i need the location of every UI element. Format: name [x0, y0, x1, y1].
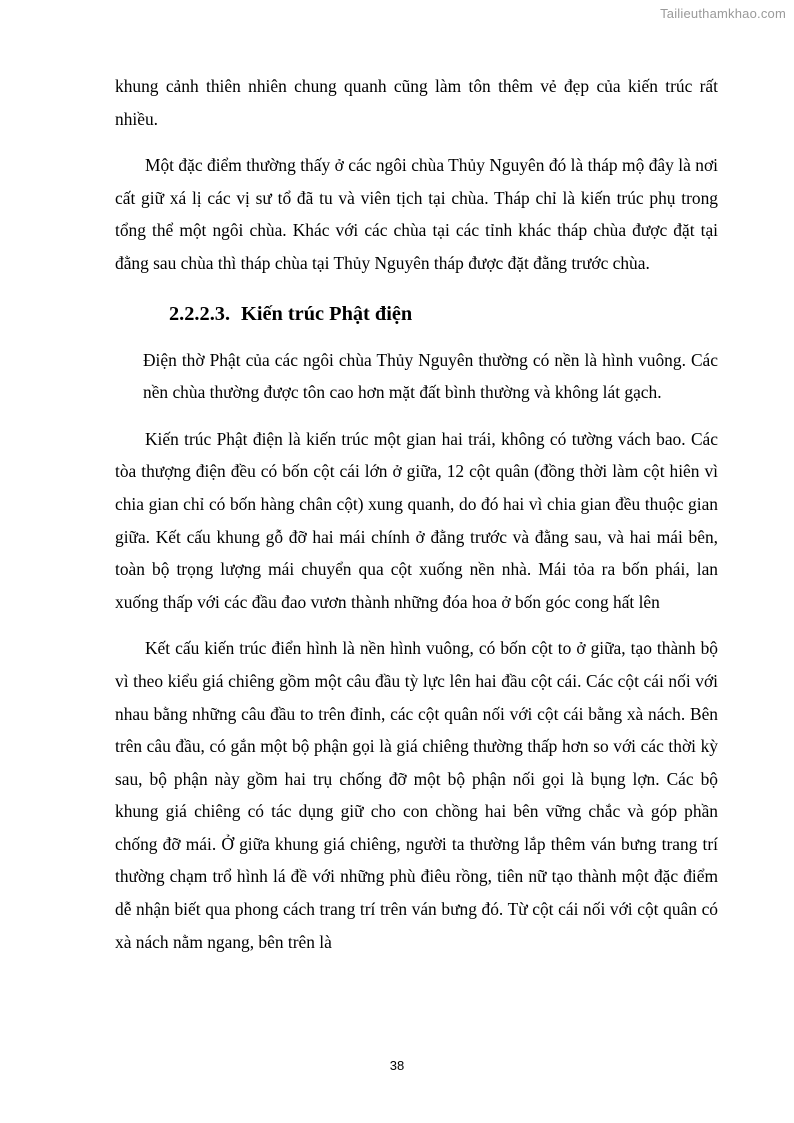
section-number: 2.2.2.3.: [169, 302, 231, 325]
paragraph-hall-structure: Kiến trúc Phật điện là kiến trúc một gian hai trái, không có tường vách bao. Các tòa thượng điện đều có bốn cột cái lớn ở giữa, 12 cột quân (đồng thời làm cột hiên vì chia gian chỉ có bốn hàng chân cột) xung quanh, do đó hai vì chia gian đều thuộc gian giữa. Kết cấu khung gỗ đỡ hai mái chính ở đằng trước và đằng sau, và hai mái bên, toàn bộ trọng lượng mái chuyển qua cột xuống nền nhà. Mái tỏa ra bốn phái, lan xuống thấp với các đầu đao vươn thành những đóa hoa ở bốn góc cong hất lên: [115, 428, 718, 612]
section-title: Kiến trúc Phật điện: [241, 302, 413, 325]
paragraph-typical-structure: Kết cấu kiến trúc điển hình là nền hình vuông, có bốn cột to ở giữa, tạo thành bộ vì theo kiểu giá chiêng gồm một câu đầu tỳ lực lên hai đầu cột cái. Các cột cái nối với nhau bằng những câu đầu to trên đỉnh, các cột quân nối với cột cái bằng xà nách. Bên trên câu đầu, có gắn một bộ phận gọi là giá chiêng thường thấp hơn so với các thời kỳ sau, bộ phận này gồm hai trụ chống đỡ một bộ phận nối gọi là bụng lợn. Các bộ khung giá chiêng có tác dụng giữ cho con chồng hai bên vững chắc và góp phần chống đỡ mái. Ở giữa khung giá chiêng, người ta thường lắp thêm ván bưng trang trí thường chạm trổ hình lá đề với những phù điêu rồng, tiên nữ tạo thành một đặc điểm dễ nhận biết qua phong cách trang trí trên ván bưng đó. Từ cột cái nối với cột quân có xà nách nằm ngang, bên trên là: [115, 638, 718, 952]
document-body: [115, 70, 718, 958]
page-number: 38: [389, 1058, 405, 1073]
paragraph-tower-tombs: Một đặc điểm thường thấy ở các ngôi chùa Thủy Nguyên đó là tháp mộ đây là nơi cất giữ xá lị các vị sư tổ đã tu và viên tịch tại chùa. Tháp chỉ là kiến trúc phụ trong tổng thể một ngôi chùa. Khác với các chùa tại các tỉnh khác tháp chùa được đặt tại đằng sau chùa thì tháp chùa tại Thủy Nguyên tháp được đặt đằng trước chùa.: [115, 155, 718, 273]
paragraph-hall-foundation: Điện thờ Phật của các ngôi chùa Thủy Nguyên thường có nền là hình vuông. Các nền chùa thường được tôn cao hơn mặt đất bình thường và không lát gạch.: [143, 349, 718, 403]
paragraph-intro-continuation: khung cảnh thiên nhiên chung quanh cũng làm tôn thêm vẻ đẹp của kiến trúc rất nhiều.: [115, 76, 718, 129]
section-heading: [115, 298, 718, 330]
watermark: Tailieuthamkhao.com: [660, 6, 786, 21]
